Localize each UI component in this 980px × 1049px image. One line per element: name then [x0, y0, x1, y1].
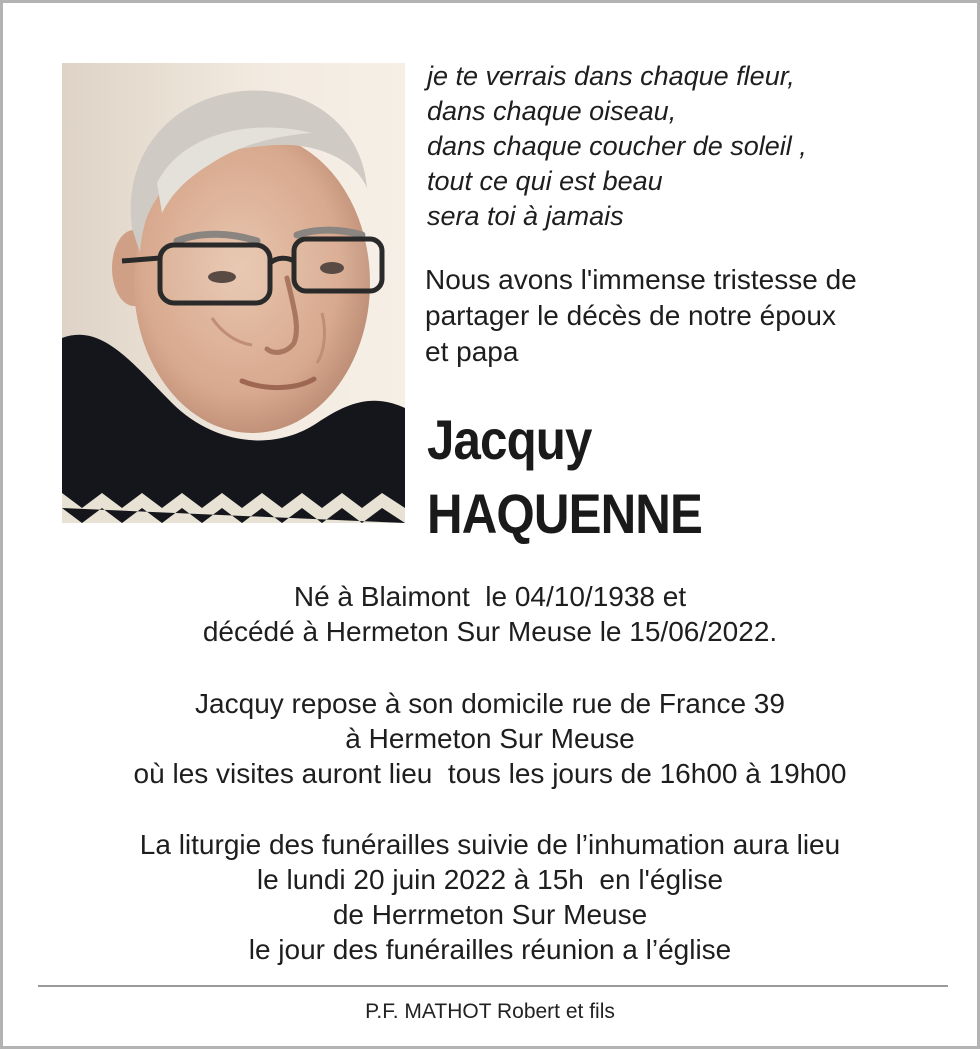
poem-line: dans chaque coucher de soleil ,	[427, 131, 807, 161]
visitation-details	[3, 686, 977, 791]
visitation-line: Jacquy repose à son domicile rue de France 39	[195, 688, 785, 719]
funeral-line: le jour des funérailles réunion a l’église	[248, 934, 732, 965]
poem-verse	[427, 59, 807, 234]
intro-line: Nous avons l'immense tristesse de	[425, 264, 857, 295]
funeral-home-credit: P.F. MATHOT Robert et fils	[365, 1000, 615, 1023]
portrait-image	[62, 63, 405, 523]
dates-line: décédé à Hermeton Sur Meuse le 15/06/2022.	[202, 616, 778, 647]
poem-line: tout ce qui est beau	[427, 166, 663, 196]
footer-divider	[38, 985, 948, 987]
deceased-last-name: HAQUENNE	[427, 482, 702, 545]
poem-line: je te verrais dans chaque fleur,	[427, 61, 795, 91]
deceased-name	[427, 403, 702, 551]
visitation-line: à Hermeton Sur Meuse	[345, 723, 635, 754]
deceased-first-name: Jacquy	[427, 408, 592, 471]
intro-line: partager le décès de notre époux	[425, 300, 836, 331]
funeral-line: le lundi 20 juin 2022 à 15h en l'église	[256, 864, 724, 895]
announcement-intro	[425, 262, 857, 370]
birth-death-dates	[3, 579, 977, 649]
poem-line: dans chaque oiseau,	[427, 96, 677, 126]
dates-line: Né à Blaimont le 04/10/1938 et	[293, 581, 687, 612]
funeral-details	[3, 827, 977, 967]
visitation-line: où les visites auront lieu tous les jours de 16h00 à 19h00	[133, 758, 847, 789]
portrait-photo	[62, 63, 405, 523]
poem-line: sera toi à jamais	[427, 201, 624, 231]
funeral-line: La liturgie des funérailles suivie de l’inhumation aura lieu	[139, 829, 841, 860]
funeral-line: de Herrmeton Sur Meuse	[332, 899, 648, 930]
intro-line: et papa	[425, 336, 519, 367]
